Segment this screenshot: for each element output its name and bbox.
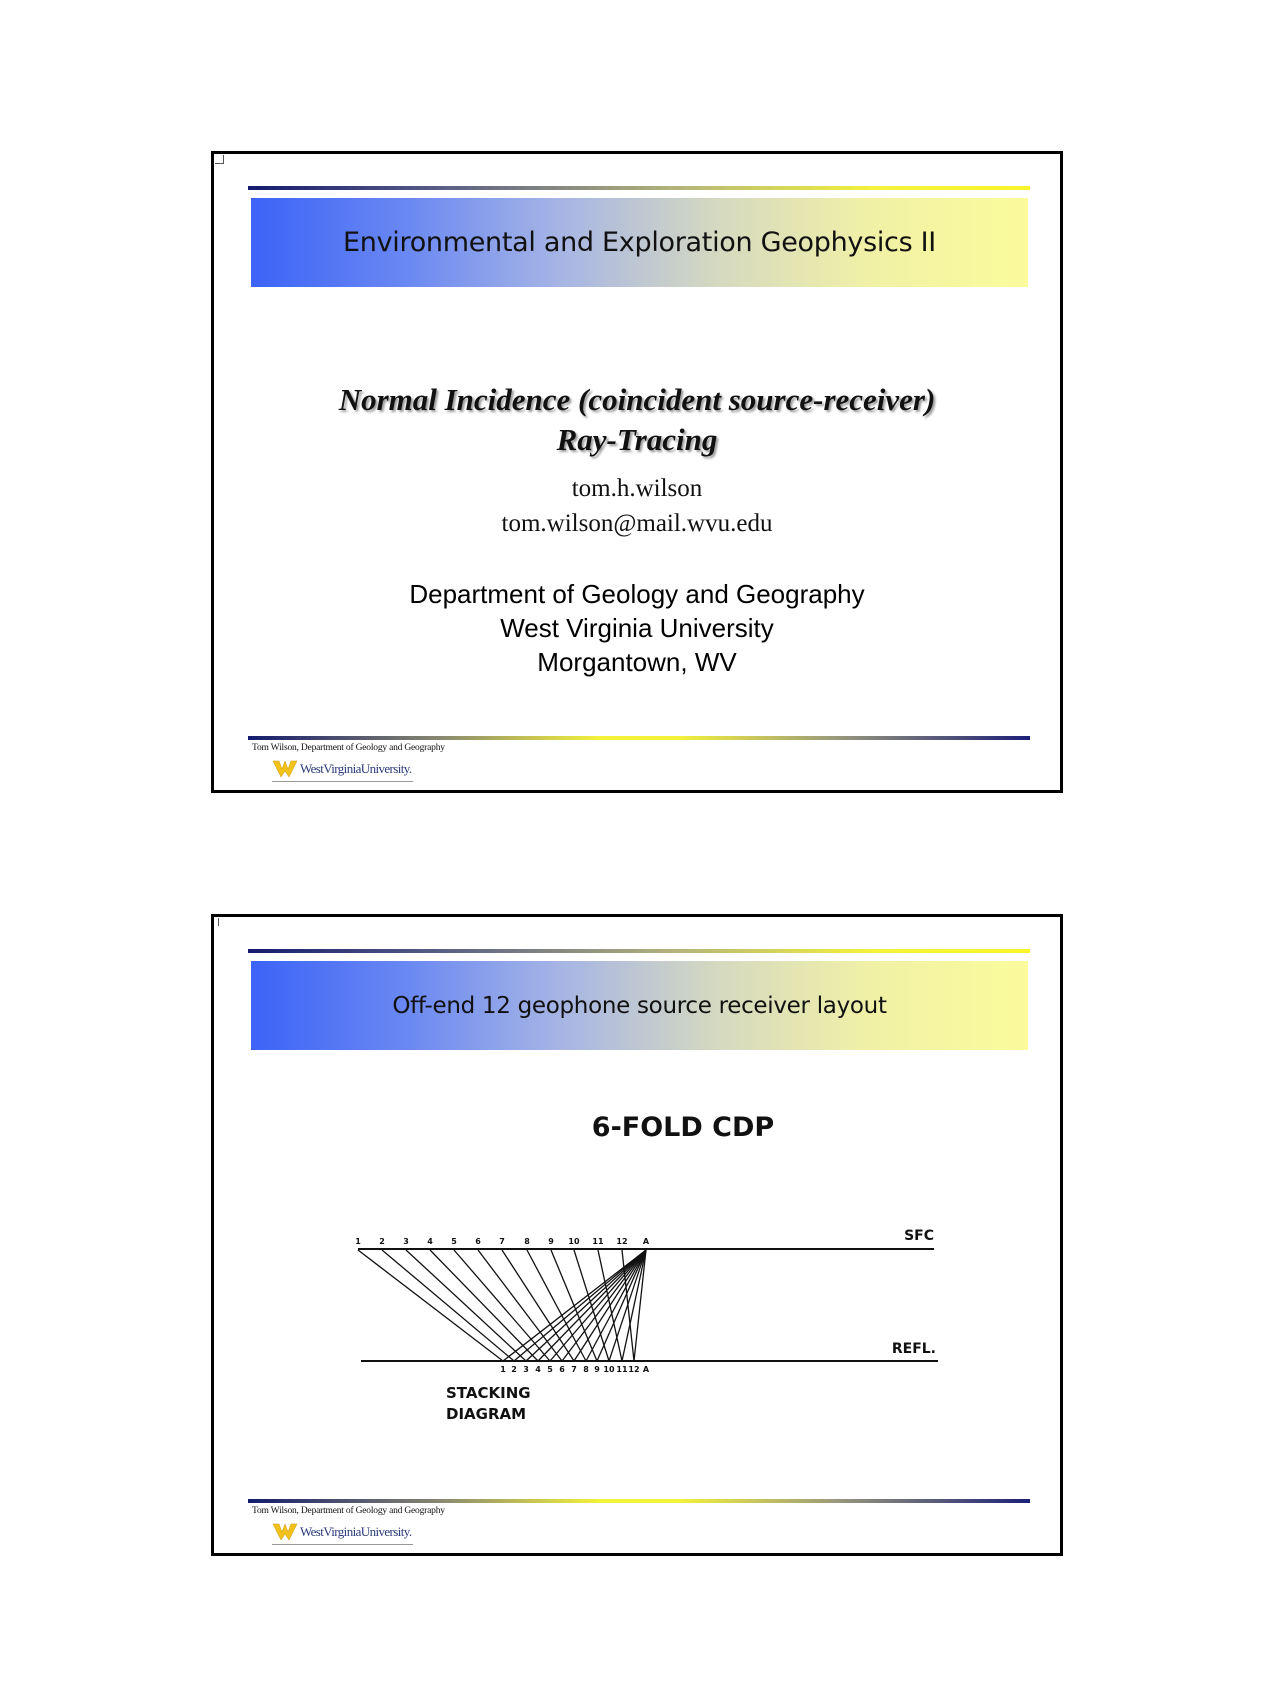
station-label: 5 (451, 1237, 457, 1246)
cdp-label: 5 (547, 1365, 553, 1374)
department: Department of Geology and Geography (409, 579, 865, 609)
wvu-logo-text: WestVirginiaUniversity. (300, 761, 412, 776)
lecture-title-line-2: Ray-Tracing (556, 422, 718, 457)
station-label: 3 (403, 1237, 409, 1246)
wvu-flying-wv-icon (272, 758, 298, 780)
footer-gradient-rule (248, 1499, 1030, 1503)
wvu-flying-wv-icon (272, 1521, 298, 1543)
station-label: 8 (524, 1237, 530, 1246)
cdp-label: 4 (535, 1365, 541, 1374)
location: Morgantown, WV (537, 647, 737, 677)
cdp-label: 2 (511, 1365, 517, 1374)
stacking-diagram (214, 917, 1060, 1553)
cdp-label: A (642, 1365, 650, 1374)
lecture-title (214, 380, 1060, 460)
header-band (251, 198, 1028, 287)
source-rays (503, 1250, 646, 1361)
affiliation-block (214, 577, 1060, 679)
author-email: tom.wilson@mail.wvu.edu (501, 510, 773, 537)
wvu-logo (272, 757, 413, 782)
author-name: tom.h.wilson (571, 475, 703, 502)
reflection-point-labels (500, 1365, 650, 1374)
header-gradient-rule (248, 186, 1030, 190)
caption-line-1: STACKING (446, 1384, 531, 1402)
cdp-label: 11 (616, 1365, 628, 1374)
author-block (214, 471, 1060, 541)
lecture-title-line-1: Normal Incidence (coincident source-receiver) (338, 382, 936, 417)
station-label: 9 (548, 1237, 554, 1246)
cdp-label: 10 (603, 1365, 615, 1374)
cdp-label: 8 (583, 1365, 589, 1374)
station-label: 4 (427, 1237, 433, 1246)
course-title: Environmental and Exploration Geophysics II (343, 227, 936, 258)
station-label: 12 (616, 1237, 628, 1246)
wvu-logo (272, 1520, 413, 1545)
slide-1 (211, 151, 1063, 793)
cdp-label: 1 (500, 1365, 506, 1374)
station-label: 2 (379, 1237, 385, 1246)
cdp-label: 6 (559, 1365, 565, 1374)
wvu-logo-text: WestVirginiaUniversity. (300, 1524, 412, 1539)
station-label: A (642, 1237, 650, 1246)
station-label: 6 (475, 1237, 481, 1246)
station-label: 7 (499, 1237, 505, 1246)
station-label: 11 (592, 1237, 604, 1246)
footer-gradient-rule (248, 736, 1030, 740)
cdp-label: 3 (523, 1365, 529, 1374)
slide-title: Off-end 12 geophone source receiver layout (392, 992, 887, 1019)
university: West Virginia University (500, 613, 774, 643)
cdp-label: 7 (571, 1365, 577, 1374)
surface-station-labels (355, 1237, 650, 1246)
cdp-label: 12 (628, 1365, 640, 1374)
caption-line-2: DIAGRAM (446, 1405, 527, 1423)
reflector-label: REFL. (891, 1341, 936, 1357)
footer-credit: Tom Wilson, Department of Geology and Geography (252, 743, 445, 753)
cdp-label: 9 (594, 1365, 600, 1374)
surface-label: SFC (904, 1228, 934, 1244)
footer-credit: Tom Wilson, Department of Geology and Geography (252, 1506, 445, 1516)
station-label: 1 (355, 1237, 361, 1246)
figure-title: 6-FOLD CDP (591, 1112, 775, 1143)
corner-marker (215, 155, 224, 164)
slide-2 (211, 914, 1063, 1556)
station-label: 10 (568, 1237, 580, 1246)
